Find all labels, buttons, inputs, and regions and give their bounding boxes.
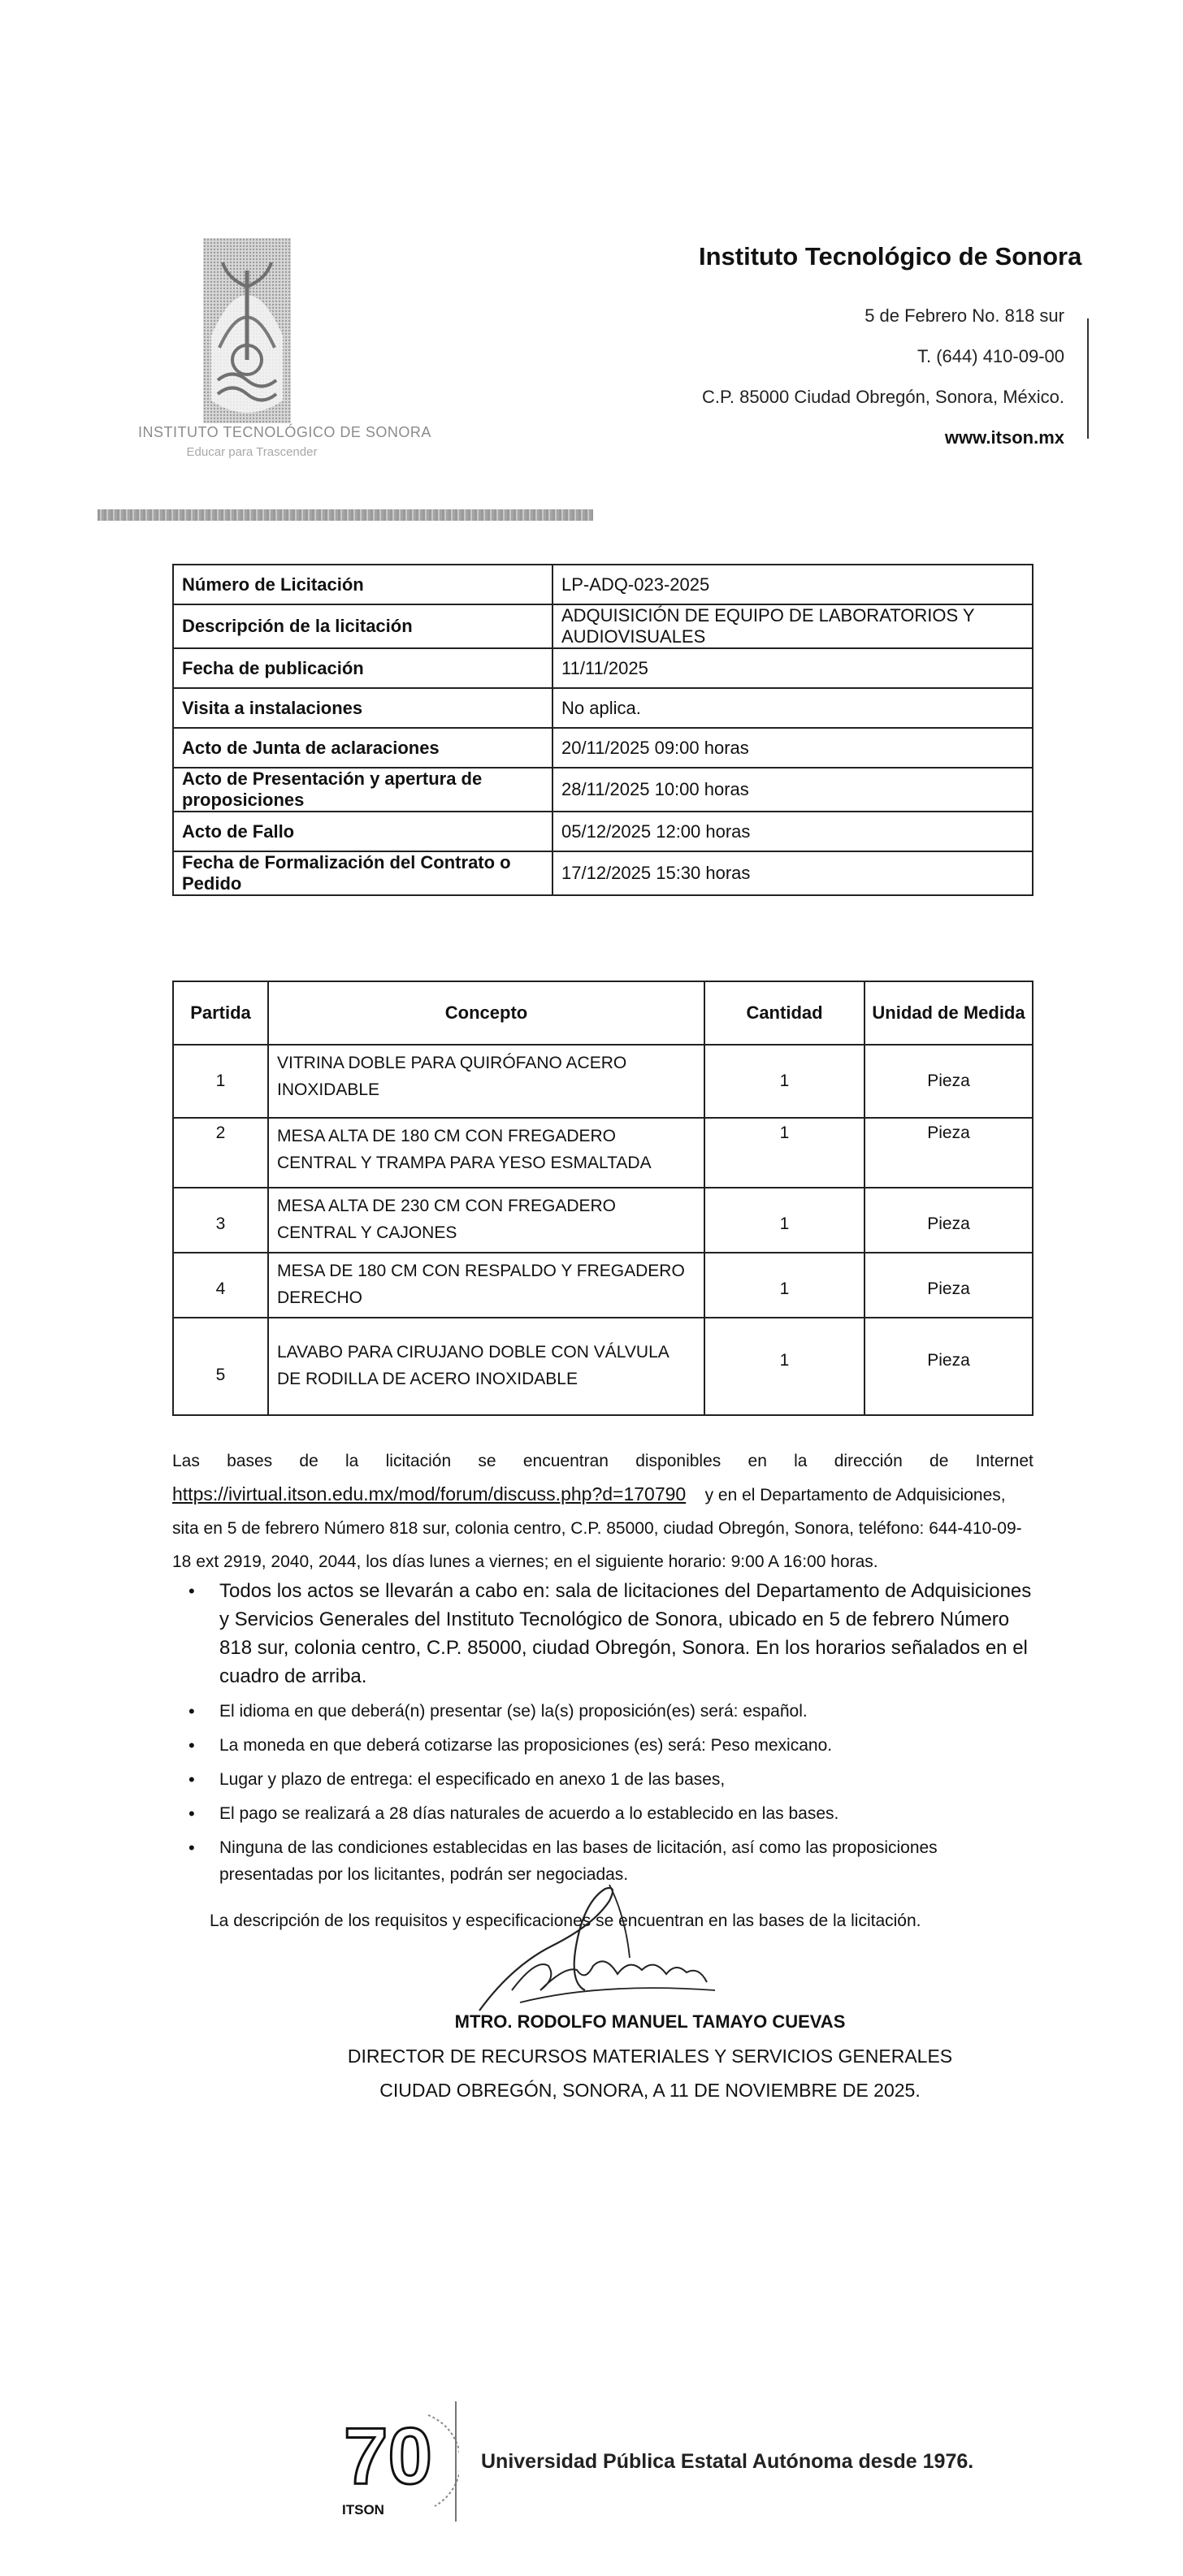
address-city: C.P. 85000 Ciudad Obregón, Sonora, México. — [702, 387, 1064, 407]
header-stripe — [98, 509, 593, 521]
info-value: 11/11/2025 — [552, 648, 1033, 688]
col-header-partida: Partida — [173, 981, 268, 1045]
bases-paragraph — [172, 1444, 1034, 1578]
info-value: ADQUISICIÓN DE EQUIPO DE LABORATORIOS Y AUDIOVISUALES — [552, 604, 1033, 648]
item-partida: 5 — [215, 1366, 226, 1384]
info-row — [173, 604, 1033, 648]
conditions-list — [172, 1577, 1034, 1895]
info-label: Número de Licitación — [173, 565, 552, 604]
anniversary-brand: ITSON — [342, 2502, 384, 2518]
bases-body — [172, 1478, 1034, 1578]
bases-url-link[interactable]: https://ivirtual.itson.edu.mx/mod/forum/discuss.php?d=170790 — [172, 1483, 687, 1504]
items-header-row — [173, 981, 1033, 1045]
address-street: 5 de Febrero No. 818 sur — [864, 305, 1064, 326]
place-date: CIUDAD OBREGÓN, SONORA, A 11 DE NOVIEMBRE DE 2025. — [379, 2080, 921, 2101]
item-unidad: Pieza — [927, 1279, 970, 1298]
address-divider — [1087, 318, 1089, 439]
list-item: • Ninguna de las condiciones establecidas en las bases de licitación, así como las proposiciones presentadas por los licitantes, podrán ser negociadas. — [172, 1834, 1034, 1888]
item-cantidad: 1 — [779, 1351, 790, 1370]
info-row — [173, 851, 1033, 895]
item-cantidad: 1 — [779, 1072, 790, 1090]
item-unidad: Pieza — [927, 1351, 970, 1370]
footer-divider — [455, 2401, 457, 2522]
item-unidad: Pieza — [927, 1214, 970, 1233]
institution-title: Instituto Tecnológico de Sonora — [699, 242, 1082, 271]
info-label: Acto de Fallo — [173, 812, 552, 851]
list-item: • El idioma en que deberá(n) presentar (se) la(s) proposición(es) será: español. — [172, 1698, 1034, 1725]
info-label: Fecha de Formalización del Contrato o Pedido — [173, 851, 552, 895]
address-website: www.itson.mx — [944, 427, 1064, 448]
signatory-title: DIRECTOR DE RECURSOS MATERIALES Y SERVICIOS GENERALES — [347, 2046, 953, 2067]
footer-slogan: Universidad Pública Estatal Autónoma desde 1976. — [481, 2450, 974, 2473]
info-label: Visita a instalaciones — [173, 688, 552, 728]
item-row — [173, 1118, 1033, 1188]
info-value: No aplica. — [552, 688, 1033, 728]
item-partida: 3 — [215, 1214, 226, 1233]
item-row — [173, 1318, 1033, 1415]
item-row — [173, 1045, 1033, 1118]
list-item: • Lugar y plazo de entrega: el especificado en anexo 1 de las bases, — [172, 1766, 1034, 1793]
col-header-unidad: Unidad de Medida — [864, 981, 1033, 1045]
info-value: LP-ADQ-023-2025 — [552, 565, 1033, 604]
info-row — [173, 768, 1033, 812]
item-row — [173, 1253, 1033, 1318]
info-label: Acto de Presentación y apertura de proposiciones — [173, 768, 552, 812]
item-partida: 2 — [173, 1118, 268, 1188]
info-row — [173, 728, 1033, 768]
item-concepto: MESA ALTA DE 230 CM CON FREGADERO CENTRAL Y CAJONES — [268, 1188, 704, 1253]
col-header-cantidad: Cantidad — [704, 981, 864, 1045]
list-item: • La moneda en que deberá cotizarse las proposiciones (es) será: Peso mexicano. — [172, 1732, 1034, 1759]
item-unidad: Pieza — [927, 1072, 970, 1090]
items-table — [172, 981, 1034, 1416]
signatory-name: MTRO. RODOLFO MANUEL TAMAYO CUEVAS — [454, 2011, 846, 2032]
info-label: Descripción de la licitación — [173, 604, 552, 648]
logo-institution-name: INSTITUTO TECNOLÓGICO DE SONORA — [138, 424, 431, 440]
bases-details: y en el Departamento de Adquisiciones, sita en 5 de febrero Número 818 sur, colonia centro, C.P. 85000, ciudad Obregón, Sonora, teléfono: 644-410-09-18 ext 2919, 2040, 2044, los días lunes a viernes; en el siguiente horario: 9:00 A 16:00 horas. — [172, 1486, 1022, 1571]
item-cantidad: 1 — [704, 1118, 864, 1188]
info-row — [173, 565, 1033, 604]
requirements-note: La descripción de los requisitos y especificaciones se encuentran en las bases de la licitación. — [210, 1911, 921, 1930]
bases-intro-line: Las bases de la licitación se encuentran disponibles en la dirección de Internet — [172, 1452, 1034, 1470]
info-label: Acto de Junta de aclaraciones — [173, 728, 552, 768]
item-concepto: MESA DE 180 CM CON RESPALDO Y FREGADERO DERECHO — [268, 1253, 704, 1318]
info-value: 05/12/2025 12:00 horas — [552, 812, 1033, 851]
info-row — [173, 648, 1033, 688]
itson-70-anniversary-logo — [337, 2392, 459, 2531]
list-item: • El pago se realizará a 28 días naturales de acuerdo a lo establecido en las bases. — [172, 1800, 1034, 1827]
col-header-concepto: Concepto — [268, 981, 704, 1045]
item-concepto: LAVABO PARA CIRUJANO DOBLE CON VÁLVULA DE RODILLA DE ACERO INOXIDABLE — [268, 1318, 704, 1415]
item-partida: 4 — [215, 1279, 226, 1298]
list-item: • Todos los actos se llevarán a cabo en: sala de licitaciones del Departamento de Adquisiciones y Servicios Generales del Instituto Tecnológico de Sonora, ubicado en 5 de febrero Número 818 sur, colonia centro, C.P. 85000, ciudad Obregón, Sonora. En los horarios señalados en el cuadro de arriba. — [172, 1577, 1034, 1691]
item-cantidad: 1 — [779, 1214, 790, 1233]
info-value: 17/12/2025 15:30 horas — [552, 851, 1033, 895]
tender-info-table — [172, 564, 1034, 896]
item-row — [173, 1188, 1033, 1253]
info-label: Fecha de publicación — [173, 648, 552, 688]
item-concepto: MESA ALTA DE 180 CM CON FREGADERO CENTRAL Y TRAMPA PARA YESO ESMALTADA — [268, 1118, 704, 1188]
item-unidad: Pieza — [864, 1118, 1033, 1188]
item-concepto: VITRINA DOBLE PARA QUIRÓFANO ACERO INOXIDABLE — [268, 1045, 704, 1118]
info-value: 20/11/2025 09:00 horas — [552, 728, 1033, 768]
itson-logo — [203, 238, 291, 423]
item-cantidad: 1 — [779, 1279, 790, 1298]
info-value: 28/11/2025 10:00 horas — [552, 768, 1033, 812]
info-row — [173, 688, 1033, 728]
address-phone: T. (644) 410-09-00 — [917, 346, 1064, 366]
item-partida: 1 — [215, 1072, 226, 1090]
logo-motto: Educar para Trascender — [186, 445, 318, 459]
anniversary-number: 70 — [344, 2411, 433, 2500]
info-row — [173, 812, 1033, 851]
